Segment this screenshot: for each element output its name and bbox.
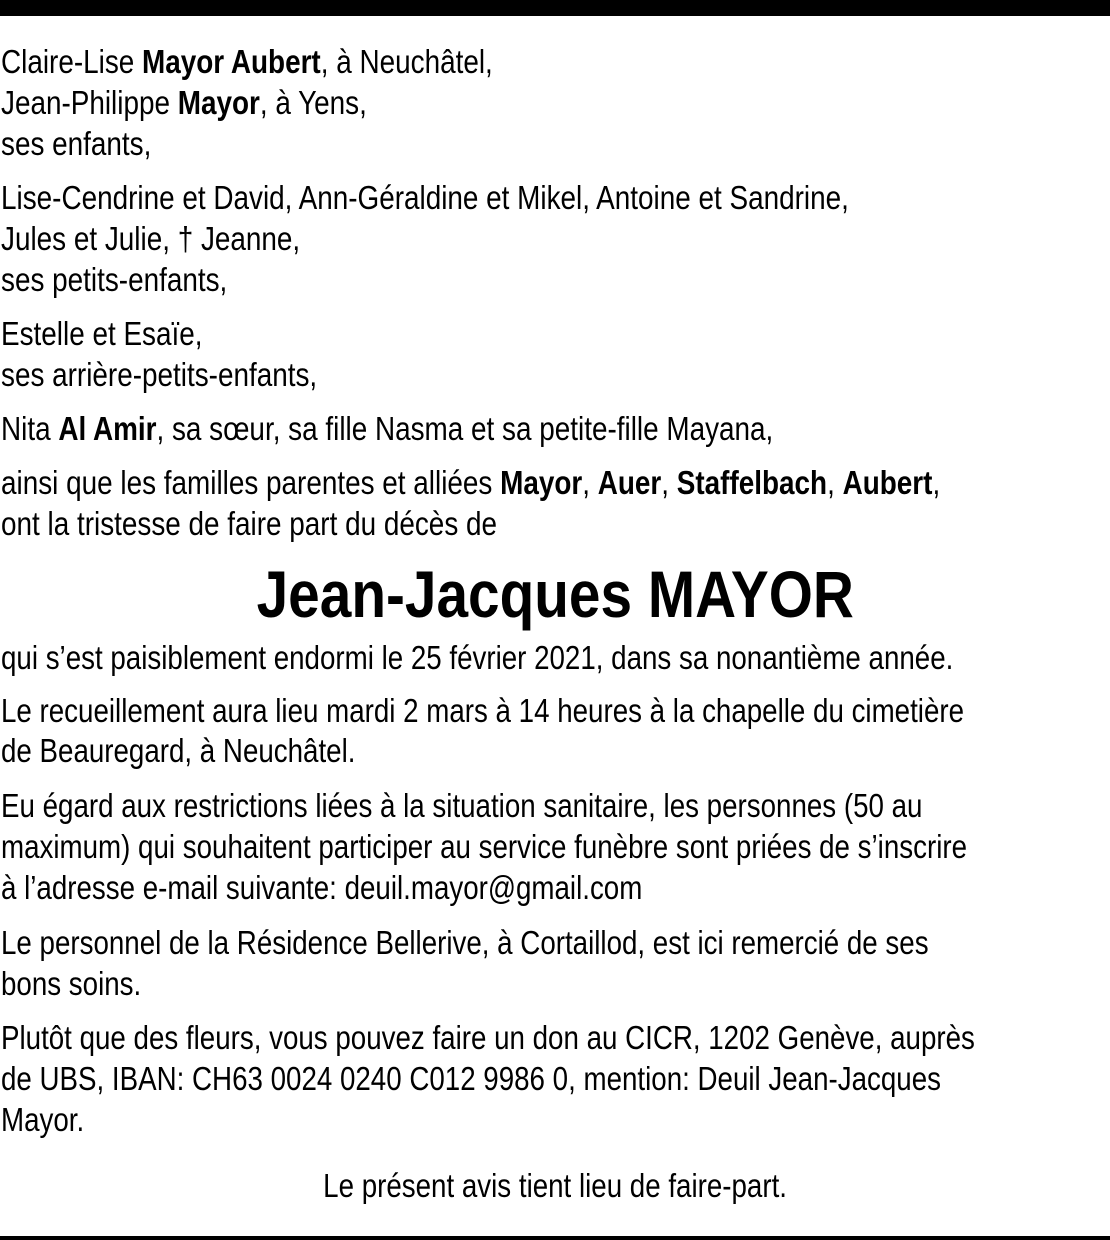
deceased-name-text: Jean-Jacques MAYOR [256,557,854,631]
surname: Mayor [500,464,583,501]
ceremony-line-1: Le recueillement aura lieu mardi 2 mars à 14 heures à la chapelle du cimetière [1,692,965,729]
great-grandchildren-line: Estelle et Esaïe, [1,315,203,352]
family-line-1 [1,42,493,82]
text: Nita [1,410,59,447]
thanks-line-1: Le personnel de la Résidence Bellerive, à Cortaillod, est ici remercié de ses [1,924,929,961]
thanks-line-2: bons soins. [1,965,142,1002]
grandchildren-label: ses petits-enfants, [1,261,228,298]
text: Claire-Lise [1,43,143,80]
surname: Staffelbach [676,464,828,501]
text: , à Neuchâtel, [320,43,493,80]
children-label: ses enfants, [1,125,152,162]
restrictions-line-2: maximum) qui souhaitent participer au service funèbre sont priées de s’inscrire [1,828,968,865]
text: ainsi que les familles parentes et alliées [1,464,501,501]
donation-line-1: Plutôt que des fleurs, vous pouvez faire un don au CICR, 1202 Genève, auprès [1,1019,975,1056]
surname: Mayor Aubert [142,43,321,80]
text: , à Yens, [259,84,367,121]
announcement-line: ont la tristesse de faire part du décès de [1,505,498,542]
families-line [1,463,940,503]
text: à l’adresse e-mail suivante: [1,869,345,906]
bottom-rule [0,1236,1110,1240]
surname: Mayor [177,84,260,121]
donation-line-3: Mayor. [1,1101,85,1138]
top-rule [0,0,1110,16]
separator: , [582,464,598,501]
great-grandchildren-label: ses arrière-petits-enfants, [1,356,318,393]
deceased-name [0,556,1110,632]
text: , sa sœur, sa fille Nasma et sa petite-fille Mayana, [156,410,774,447]
ceremony-line-2: de Beauregard, à Neuchâtel. [1,732,356,769]
donation-line-2: de UBS, IBAN: CH63 0024 0240 C012 9986 0, mention: Deuil Jean-Jacques [1,1060,941,1097]
grandchildren-line-1: Lise-Cendrine et David, Ann-Géraldine et Mikel, Antoine et Sandrine, [1,179,849,216]
separator: , [661,464,677,501]
email-address[interactable]: deuil.mayor@gmail.com [344,869,643,906]
restrictions-line-1: Eu égard aux restrictions liées à la situation sanitaire, les personnes (50 au [1,787,923,824]
surname: Al Amir [58,410,157,447]
separator: , [827,464,843,501]
surname: Aubert [842,464,933,501]
surname: Auer [597,464,662,501]
grandchildren-line-2: Jules et Julie, † Jeanne, [1,220,301,257]
sister-line [1,409,773,449]
text: Jean-Philippe [1,84,178,121]
family-line-2 [1,83,367,123]
death-date-line: qui s’est paisiblement endormi le 25 février 2021, dans sa nonantième année. [1,639,954,676]
footer-note [0,1166,1110,1206]
footer-note-text: Le présent avis tient lieu de faire-part. [323,1167,787,1204]
restrictions-line-3 [1,868,642,908]
text: , [932,464,941,501]
